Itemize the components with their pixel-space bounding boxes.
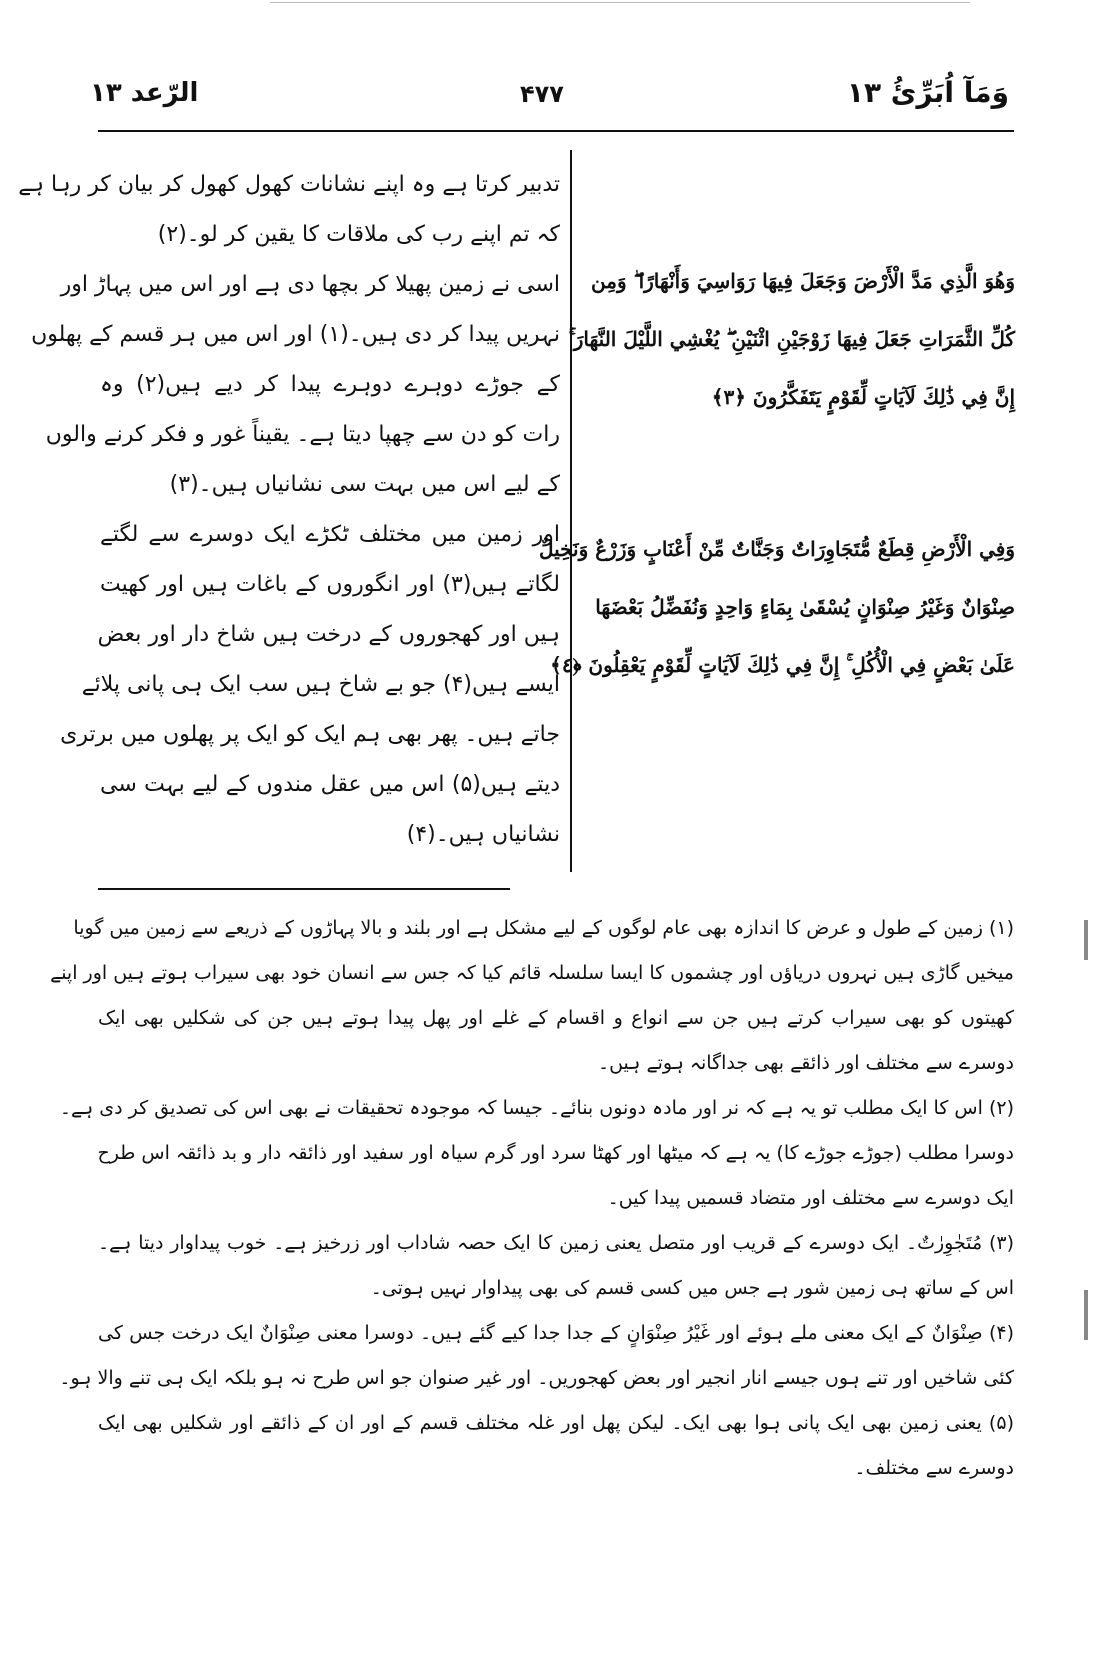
- footnote-line: (۴) صِنْوَانٌ کے ایک معنی ملے ہوئے اور غَیْرُ صِنْوَانٍ کے جدا جدا کیے گئے ہیں۔ دوسرا معنی صِنْوَانٌ ایک درخت جس کی: [98, 1322, 1014, 1344]
- translation-line: اور زمین میں مختلف ٹکڑے ایک دوسرے سے لگتے: [100, 522, 560, 547]
- arabic-line: إِنَّ فِي ذَٰلِكَ لَآيَاتٍ لِّقَوْمٍ يَتَفَكَّرُونَ ﴿٣﴾: [711, 385, 1015, 409]
- translation-line: نہریں پیدا کر دی ہیں۔(۱) اور اس میں ہر قسم کے پھلوں: [31, 322, 560, 347]
- footnote-line: (۲) اس کا ایک مطلب تو یہ ہے کہ نر اور مادہ دونوں بنائے۔ جیسا کہ موجودہ تحقیقات نے بھی اس کی تصدیق کر دی ہے۔: [59, 1097, 1014, 1119]
- footnote-line: (۳) مُتَجٰوِرٰتٌ۔ ایک دوسرے کے قریب اور متصل یعنی زمین کا ایک حصہ شاداب اور زرخیز ہے۔ خوب پیداوار دیتا ہے۔: [98, 1232, 1014, 1254]
- translation-line: کے لیے اس میں بہت سی نشانیاں ہیں۔(۳): [169, 472, 560, 497]
- urdu-translation-column: [18, 160, 560, 860]
- translation-line: دیتے ہیں(۵) اس میں عقل مندوں کے لیے بہت سی: [100, 772, 560, 797]
- translation-line: کہ تم اپنے رب کی ملاقات کا یقین کر لو۔(۲): [157, 222, 560, 247]
- footnote-line: میخیں گاڑی ہیں نہروں دریاؤں اور چشموں کا ایسا سلسلہ قائم کیا کہ جس سے انسان خود بھی سیراب ہوتے ہیں اور اپنے: [50, 962, 1014, 984]
- header-divider: [98, 130, 1014, 132]
- footnote-line: (۱) زمین کے طول و عرض کا اندازہ بھی عام لوگوں کے لیے مشکل ہے اور بلند و بالا پہاڑوں کے ذریعے سے زمین میں گویا: [73, 917, 1014, 939]
- footnotes: [50, 906, 1014, 1491]
- arabic-line: صِنْوَانٌ وَغَيْرُ صِنْوَانٍ يُسْقَىٰ بِمَاءٍ وَاحِدٍ وَنُفَضِّلُ بَعْضَهَا: [595, 595, 1015, 619]
- translation-line: نشانیاں ہیں۔(۴): [406, 822, 560, 847]
- footnote-line: اس کے ساتھ ہی زمین شور ہے جس میں کسی قسم کی بھی پیداوار نہیں ہوتی۔: [370, 1277, 1014, 1299]
- scan-edge-mark: [1084, 920, 1088, 960]
- translation-line: لگاتے ہیں(۳) اور انگوروں کے باغات ہیں اور کھیت: [100, 572, 560, 597]
- translation-line: جاتے ہیں۔ پھر بھی ہم ایک کو ایک پر پھلوں میں برتری: [60, 722, 560, 747]
- footnote-line: دوسرے سے مختلف اور ذائقے بھی جداگانہ ہوتے ہیں۔: [597, 1052, 1014, 1074]
- translation-line: ہیں اور کھجوروں کے درخت ہیں شاخ دار اور بعض: [97, 622, 560, 647]
- footnote-line: دوسرے سے مختلف۔: [854, 1457, 1014, 1479]
- translation-line: اسی نے زمین پھیلا کر بچھا دی ہے اور اس میں پہاڑ اور: [60, 272, 560, 297]
- translation-line: رات کو دن سے چھپا دیتا ہے۔ یقیناً غور و فکر کرنے والوں: [45, 422, 560, 447]
- footnote-line: کھیتوں کو بھی سیراب کرتے ہیں جن سے انواع و اقسام کے غلے اور پھل پیدا ہوتے ہیں جن کی شکلیں بھی ایک: [98, 1007, 1014, 1029]
- para-header: وَمَآ اُبَرِّئُ ۱۳: [846, 76, 1009, 109]
- footnote-line: کئی شاخیں اور تنے ہوں جیسے انار انجیر اور بعض کھجوریں۔ اور غیر صنوان جو اس طرح نہ ہو بلکہ ایک ہی تنے والا ہو۔: [59, 1367, 1014, 1389]
- footnote-line: دوسرا مطلب (جوڑے جوڑے کا) یہ ہے کہ میٹھا اور کھٹا سرد اور گرم سیاہ اور سفید اور ذائقہ دار و بد ذائقہ اس طرح: [97, 1142, 1014, 1164]
- footnote-line: ایک دوسرے سے مختلف اور متضاد قسمیں پیدا کیں۔: [607, 1187, 1014, 1209]
- arabic-verse-3: [568, 252, 1015, 426]
- footnote-line: (۵) یعنی زمین بھی ایک پانی ہوا بھی ایک۔ لیکن پھل اور غلہ مختلف قسم کے اور ان کے ذائقے اور شکلیں بھی ایک: [98, 1412, 1014, 1434]
- translation-line: ایسے ہیں(۴) جو بے شاخ ہیں سب ایک ہی پانی پلائے: [81, 672, 560, 697]
- footnote-divider: [98, 888, 510, 890]
- translation-line: تدبیر کرتا ہے وہ اپنے نشانات کھول کھول کر بیان کر رہا ہے: [18, 172, 560, 197]
- scan-edge-mark: [1084, 1290, 1088, 1340]
- translation-line: کے جوڑے دوہرے دوہرے پیدا کر دیے ہیں(۲) وہ: [100, 372, 560, 397]
- page-number: ۴۷۷: [520, 80, 564, 108]
- arabic-line: وَهُوَ الَّذِي مَدَّ الْأَرْضَ وَجَعَلَ فِيهَا رَوَاسِيَ وَأَنْهَارًا ۖ وَمِن: [591, 269, 1015, 293]
- top-edge-rule: [270, 2, 970, 3]
- arabic-line: وَفِي الْأَرْضِ قِطَعٌ مُّتَجَاوِرَاتٌ وَجَنَّاتٌ مِّنْ أَعْنَابٍ وَزَرْعٌ وَنَخِيلٌ: [538, 537, 1015, 561]
- arabic-line: كُلِّ الثَّمَرَاتِ جَعَلَ فِيهَا زَوْجَيْنِ اثْنَيْنِ ۖ يُغْشِي اللَّيْلَ النَّهَارَ ۚ: [568, 327, 1015, 351]
- column-divider: [570, 150, 572, 872]
- arabic-verse-4: [538, 520, 1015, 694]
- surah-header: الرّعد ۱۳: [90, 78, 199, 108]
- arabic-line: عَلَىٰ بَعْضٍ فِي الْأُكُلِ ۚ إِنَّ فِي ذَٰلِكَ لَآيَاتٍ لِّقَوْمٍ يَعْقِلُونَ ﴿٤﴾: [550, 653, 1015, 677]
